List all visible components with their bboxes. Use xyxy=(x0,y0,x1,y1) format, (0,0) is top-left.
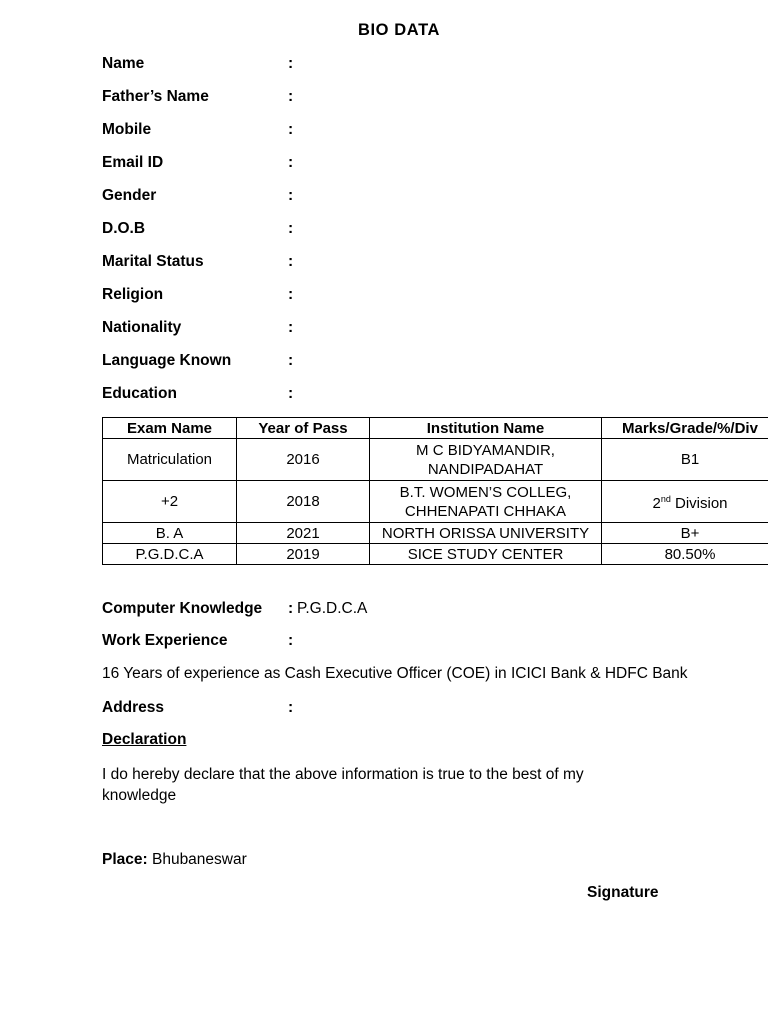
header-year-of-pass: Year of Pass xyxy=(237,418,370,439)
field-education-colon: : xyxy=(288,385,294,402)
field-father-name-colon: : xyxy=(288,88,294,105)
field-nationality-label: Nationality xyxy=(102,319,182,336)
cell-exam: +2 xyxy=(103,481,237,523)
field-religion-label: Religion xyxy=(102,286,164,303)
place-label: Place: xyxy=(102,851,148,868)
field-nationality-colon: : xyxy=(288,319,294,336)
header-institution-name: Institution Name xyxy=(370,418,602,439)
marks-superscript: nd xyxy=(660,494,671,504)
field-mobile-colon: : xyxy=(288,121,294,138)
place-line xyxy=(102,851,247,869)
work-experience-label: Work Experience xyxy=(102,632,228,649)
signature-label: Signature xyxy=(587,884,659,901)
cell-year: 2021 xyxy=(237,523,370,544)
field-marital-status-label: Marital Status xyxy=(102,253,204,270)
cell-marks: B+ xyxy=(602,523,768,544)
field-email-label: Email ID xyxy=(102,154,164,171)
field-name-label: Name xyxy=(102,55,145,72)
field-father-name-label: Father’s Name xyxy=(102,88,209,105)
education-table xyxy=(102,417,768,565)
cell-exam: Matriculation xyxy=(103,439,237,481)
header-marks: Marks/Grade/%/Div xyxy=(602,418,768,439)
cell-year: 2016 xyxy=(237,439,370,481)
declaration-heading: Declaration xyxy=(102,731,187,748)
declaration-text: I do hereby declare that the above information is true to the best of my knowledge xyxy=(102,766,584,804)
address-colon: : xyxy=(288,699,294,716)
header-exam-name: Exam Name xyxy=(103,418,237,439)
cell-marks: 80.50% xyxy=(602,544,768,565)
page-title: BIO DATA xyxy=(357,21,441,39)
work-experience-colon: : xyxy=(288,632,294,649)
cell-year: 2019 xyxy=(237,544,370,565)
table-header-row xyxy=(103,418,768,439)
field-dob-label: D.O.B xyxy=(102,220,146,237)
field-gender-colon: : xyxy=(288,187,294,204)
table-row xyxy=(103,544,768,565)
cell-exam: P.G.D.C.A xyxy=(103,544,237,565)
field-gender-label: Gender xyxy=(102,187,157,204)
cell-institution: SICE STUDY CENTER xyxy=(370,544,602,565)
table-row xyxy=(103,481,768,523)
cell-marks: B1 xyxy=(602,439,768,481)
field-language-label: Language Known xyxy=(102,352,232,369)
field-email-colon: : xyxy=(288,154,294,171)
address-label: Address xyxy=(102,699,165,716)
cell-institution: B.T. WOMEN’S COLLEG, CHHENAPATI CHHAKA xyxy=(370,481,602,523)
marks-rest: Division xyxy=(670,495,728,512)
marks-number: 2 xyxy=(652,495,661,512)
work-experience-text: 16 Years of experience as Cash Executive Officer (COE) in ICICI Bank & HDFC Bank xyxy=(102,665,688,682)
computer-knowledge-colon: : xyxy=(288,600,294,617)
table-row xyxy=(103,439,768,481)
field-marital-status-colon: : xyxy=(288,253,294,270)
table-row xyxy=(103,523,768,544)
field-name-colon: : xyxy=(288,55,294,72)
cell-exam: B. A xyxy=(103,523,237,544)
cell-year: 2018 xyxy=(237,481,370,523)
field-education-label: Education xyxy=(102,385,177,402)
field-dob-colon: : xyxy=(288,220,294,237)
computer-knowledge-label: Computer Knowledge xyxy=(102,600,263,617)
place-value: Bhubaneswar xyxy=(151,851,247,868)
cell-institution: NORTH ORISSA UNIVERSITY xyxy=(370,523,602,544)
cell-marks xyxy=(602,481,768,523)
field-language-colon: : xyxy=(288,352,294,369)
computer-knowledge-value: P.G.D.C.A xyxy=(297,600,368,617)
cell-institution: M C BIDYAMANDIR, NANDIPADAHAT xyxy=(370,439,602,481)
field-religion-colon: : xyxy=(288,286,294,303)
field-mobile-label: Mobile xyxy=(102,121,152,138)
